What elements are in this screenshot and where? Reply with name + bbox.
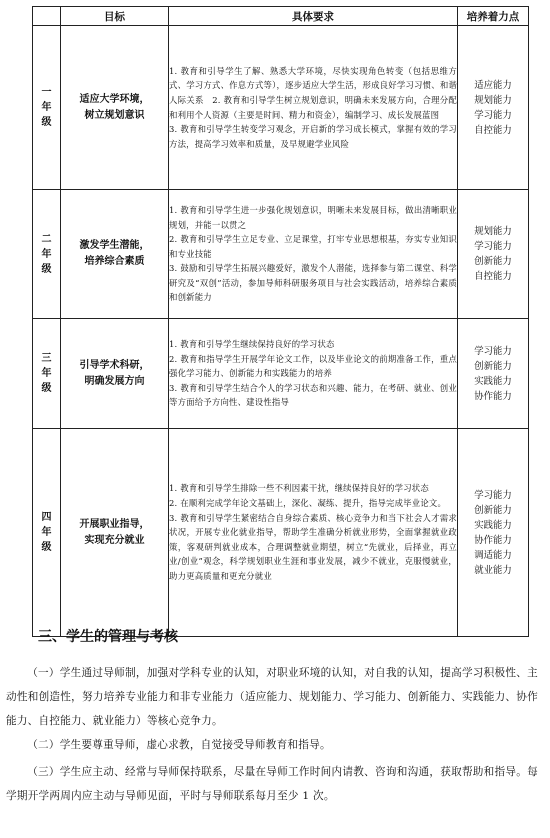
grade-char: 三 <box>41 353 52 364</box>
header-grade <box>33 7 61 26</box>
requirements-cell <box>169 319 458 429</box>
skill-item: 实践能力 <box>474 375 512 387</box>
skill-item: 实践能力 <box>474 519 512 531</box>
grade-cell <box>33 429 61 637</box>
requirement-item: 2. 教育和指导学生开展学年论文工作，以及毕业论文的前期准备工作，重点强化学习能力、创新能力和实践能力的培养 <box>169 353 457 379</box>
requirements-cell <box>169 429 458 637</box>
grade-char: 级 <box>41 263 52 275</box>
grade-char: 级 <box>41 542 52 553</box>
goal-line: 明确发展方向 <box>84 375 145 387</box>
grade-char: 年 <box>41 368 52 379</box>
grade-char: 级 <box>41 383 52 394</box>
skill-item: 调适能力 <box>474 549 512 561</box>
grade-char: 年 <box>41 248 52 260</box>
skill-item: 创新能力 <box>474 256 512 267</box>
skills-cell <box>458 190 529 319</box>
skill-item: 学习能力 <box>474 489 512 501</box>
skill-item: 学习能力 <box>474 241 512 252</box>
skill-item: 协作能力 <box>474 390 512 402</box>
skill-item: 适应能力 <box>474 79 512 91</box>
requirements-cell <box>169 26 458 190</box>
grade-cell <box>33 26 61 190</box>
skill-item: 就业能力 <box>474 564 512 576</box>
grade-char: 二 <box>41 233 52 245</box>
goal-line: 树立规划意识 <box>84 109 145 121</box>
requirement-item: 1. 教育和引导学生继续保持良好的学习状态 <box>169 339 335 350</box>
goal-line: 实现充分就业 <box>84 534 145 546</box>
goal-cell <box>61 190 169 319</box>
goal-line: 开展职业指导， <box>79 518 150 530</box>
table-row-year-3 <box>33 319 529 429</box>
section-paragraph: （三）学生应主动、经常与导师保持联系，尽量在导师工作时间内请教、咨询和沟通，获取帮助和指导。每学期开学两周内应主动与导师见面，平时与导师联系每月至少 1 次。 <box>6 766 538 802</box>
skill-item: 规划能力 <box>474 94 512 106</box>
section-paragraph: （一）学生通过导师制，加强对学科专业的认知，对职业环境的认知，对自我的认知，提高学习积极性、主动性和创造性，努力培养专业能力和非专业能力（适应能力、规划能力、学习能力、创新能力、实践能力、协作能力、自控能力、就业能力）等核心竞争力。 <box>6 667 538 727</box>
table-row-year-1 <box>33 26 529 190</box>
goal-line: 引导学术科研， <box>79 359 150 371</box>
requirements-cell <box>169 190 458 319</box>
skills-cell <box>458 319 529 429</box>
requirement-item: 3. 教育和引导学生紧密结合自身综合素质、核心竞争力和当下社会人才需求状况，开展专业化就业指导，帮助学生准确分析就业形势，全面掌握就业政策，客观研判就业成本，合理调整就业期望，树立“先就业，后择业，再立业/创业”观念，科学规划职业生涯和事业发展，减少不就业，克服慢就业，助力更高质量和更充分就业 <box>169 512 457 581</box>
skill-item: 学习能力 <box>474 109 512 121</box>
skills-cell <box>458 429 529 637</box>
requirement-item: 2. 教育和引导学生立足专业、立足课堂，打牢专业思想根基，夯实专业知识和专业技能 <box>169 234 457 259</box>
section-title: 三、学生的管理与考核 <box>38 629 178 645</box>
requirement-item: 3. 教育和引导学生结合个人的学习状态和兴趣、能力，在考研、就业、创业等方面给予方向性、建设性指导 <box>169 382 457 408</box>
table-row-year-4 <box>33 429 529 637</box>
skills-cell <box>458 26 529 190</box>
requirement-item: 1. 教育和引导学生了解、熟悉大学环境，尽快实现角色转变（包括思维方式、学习方式、作息方式等），逐步适应大学生活，形成良好学习习惯、和谐人际关系 2. 教育和引导学生树立规划意识，明确未来发展方向，合理分配和利用个人资源（主要是时间、精力和资金），编制学习、成长发展蓝图 <box>169 65 457 120</box>
grade-char: 四 <box>41 512 52 523</box>
training-plan-table <box>32 6 529 637</box>
grade-char: 一 <box>41 87 52 98</box>
grade-cell <box>33 190 61 319</box>
header-goal: 目标 <box>61 7 169 26</box>
skill-item: 学习能力 <box>474 345 512 357</box>
goal-cell <box>61 429 169 637</box>
skill-item: 创新能力 <box>474 360 512 372</box>
goal-line: 培养综合素质 <box>84 256 145 267</box>
requirement-item: 1. 教育和引导学生排除一些不利因素干扰，继续保持良好的学习状态 <box>169 483 429 494</box>
header-skills: 培养着力点 <box>458 7 529 26</box>
header-requirements: 具体要求 <box>169 7 458 26</box>
skill-item: 协作能力 <box>474 534 512 546</box>
requirement-item: 3. 教育和引导学生转变学习观念，开启新的学习成长模式，掌握有效的学习方法，提高学习效率和质量，及早规避学业风险 <box>169 124 457 149</box>
table-header-row <box>33 7 529 26</box>
goal-line: 激发学生潜能， <box>79 240 150 251</box>
skill-item: 自控能力 <box>474 271 512 282</box>
grade-char: 级 <box>41 117 52 128</box>
skill-item: 规划能力 <box>474 226 512 237</box>
grade-char: 年 <box>41 527 52 538</box>
table-row-year-2 <box>33 190 529 319</box>
section-paragraph: （二）学生要尊重导师，虚心求教，自觉接受导师教育和指导。 <box>27 739 331 751</box>
requirement-item: 3. 鼓励和引导学生拓展兴趣爱好，激发个人潜能，选择参与第二课堂、科学研究及“双创”活动，参加导师科研服务项目与社会实践活动，培养综合素质和创新能力 <box>169 263 457 303</box>
requirement-item: 2. 在顺利完成学年论文基础上，深化、凝练、提升，指导完成毕业论文。 <box>169 498 447 509</box>
skill-item: 创新能力 <box>474 504 512 516</box>
grade-cell <box>33 319 61 429</box>
goal-cell <box>61 26 169 190</box>
skill-item: 自控能力 <box>474 124 512 136</box>
requirement-item: 1. 教育和引导学生进一步强化规划意识，明晰未来发展目标，做出清晰职业规划，并能一以贯之 <box>169 204 457 230</box>
goal-cell <box>61 319 169 429</box>
goal-line: 适应大学环境， <box>79 93 150 105</box>
grade-char: 年 <box>41 102 52 113</box>
